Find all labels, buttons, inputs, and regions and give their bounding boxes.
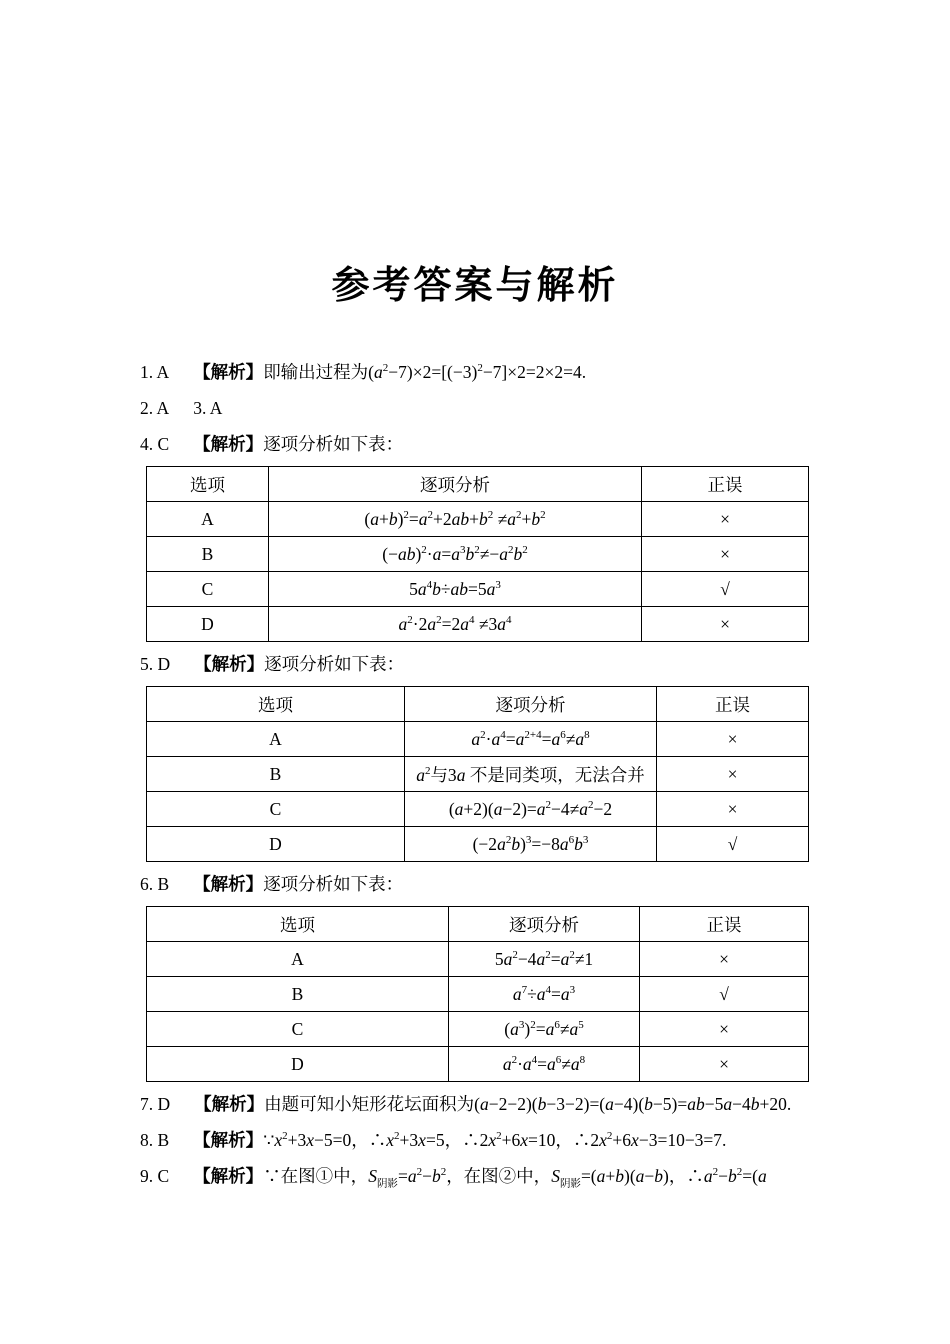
analysis-table-q4: [146, 466, 809, 642]
option-cell: C: [147, 572, 269, 607]
option-cell: B: [147, 977, 449, 1012]
analysis-cell: $5a^2-4a^2=a^2\ne 1$: [449, 942, 640, 977]
column-header-verdict: 正误: [640, 907, 809, 942]
analysis-text-4: 逐项分析如下表：: [263, 434, 404, 454]
table-row: [147, 537, 809, 572]
analysis-cell: $(a+2)(a-2)=a^2-4\ne a^2-2$: [405, 792, 657, 827]
verdict-cell: √: [657, 827, 809, 862]
analysis-cell: $a^2\cdot a^4=a^{2+4}=a^6\ne a^8$: [405, 722, 657, 757]
column-header-analysis: 逐项分析: [269, 467, 642, 502]
table-row: [147, 502, 809, 537]
answer-number-3: 3. A: [193, 398, 223, 418]
answer-item-4: [140, 426, 810, 462]
analysis-tag: 【解析】: [194, 654, 265, 674]
analysis-text-1: 即输出过程为$(a^2-7)\times 2=[(-3)^2-7]\times 2=2\times 2=4$.: [263, 362, 587, 382]
analysis-cell: $a^2\cdot 2a^2=2a^4 \ne 3a^4$: [269, 607, 642, 642]
analysis-table-q6: [146, 906, 809, 1082]
answer-item-9: [140, 1158, 810, 1194]
verdict-cell: ×: [640, 1012, 809, 1047]
analysis-cell: $(-2a^2b)^3=-8a^6b^3$: [405, 827, 657, 862]
table-row: [147, 942, 809, 977]
table-row: [147, 607, 809, 642]
analysis-tag: 【解析】: [194, 1094, 265, 1114]
column-header-analysis: 逐项分析: [405, 687, 657, 722]
option-cell: B: [147, 537, 269, 572]
option-cell: A: [147, 502, 269, 537]
column-header-analysis: 逐项分析: [449, 907, 640, 942]
analysis-cell: $a^2$与3a 不是同类项，无法合并: [405, 757, 657, 792]
verdict-cell: √: [642, 572, 809, 607]
verdict-cell: ×: [642, 502, 809, 537]
table-row: [147, 1012, 809, 1047]
answer-number-9: 9. C: [140, 1166, 170, 1186]
table-row: [147, 757, 809, 792]
page-title: 参考答案与解析: [331, 265, 619, 307]
verdict-cell: ×: [657, 757, 809, 792]
analysis-tag: 【解析】: [193, 874, 264, 894]
option-cell: A: [147, 722, 405, 757]
option-cell: D: [147, 607, 269, 642]
verdict-cell: √: [640, 977, 809, 1012]
analysis-text-6: 逐项分析如下表：: [263, 874, 404, 894]
column-header-verdict: 正误: [642, 467, 809, 502]
verdict-cell: ×: [640, 942, 809, 977]
verdict-cell: ×: [657, 722, 809, 757]
option-cell: D: [147, 1047, 449, 1082]
answer-item-8: [140, 1122, 810, 1158]
table-row: [147, 722, 809, 757]
answer-item-6: [140, 866, 810, 902]
verdict-cell: ×: [642, 537, 809, 572]
answer-number-2: 2. A: [140, 398, 170, 418]
answer-number-4: 4. C: [140, 434, 170, 454]
column-header-option: 选项: [147, 467, 269, 502]
table-row: [147, 1047, 809, 1082]
table-row: [147, 792, 809, 827]
analysis-text-9: ∵在图①中，$S_{阴影}=a^2-b^2$，在图②中，$S_{阴影}=(a+b)(a-b)$，$\therefore a^2-b^2=(a$: [263, 1166, 767, 1190]
option-cell: A: [147, 942, 449, 977]
table-header-row: [147, 907, 809, 942]
table-header-row: [147, 467, 809, 502]
verdict-cell: ×: [642, 607, 809, 642]
table-row: [147, 977, 809, 1012]
analysis-cell: $5a^4b\div ab=5a^3$: [269, 572, 642, 607]
option-cell: C: [147, 1012, 449, 1047]
option-cell: B: [147, 757, 405, 792]
answer-item-1: [140, 354, 810, 390]
answer-item-5: [140, 646, 810, 682]
analysis-text-7: 由题可知小矩形花坛面积为(a−2−2)(b−3−2)=(a−4)(b−5)=ab−5a−4b+20.: [264, 1094, 792, 1114]
answer-number-6: 6. B: [140, 874, 170, 894]
analysis-table-q5: [146, 686, 809, 862]
analysis-cell: $(a^3)^2=a^6\ne a^5$: [449, 1012, 640, 1047]
verdict-cell: ×: [640, 1047, 809, 1082]
analysis-cell: $(a+b)^2=a^2+2ab+b^2 \ne a^2+b^2$: [269, 502, 642, 537]
analysis-tag: 【解析】: [193, 1130, 264, 1150]
column-header-verdict: 正误: [657, 687, 809, 722]
analysis-text-8: $\because x^2+3x-5=0$，$\therefore x^2+3x=5$，$\therefore 2x^2+6x=10$，$\therefore 2x^2+6x-3=10-3=7$.: [263, 1130, 727, 1150]
option-cell: C: [147, 792, 405, 827]
option-cell: D: [147, 827, 405, 862]
verdict-cell: ×: [657, 792, 809, 827]
analysis-tag: 【解析】: [193, 362, 264, 382]
column-header-option: 选项: [147, 687, 405, 722]
answer-number-8: 8. B: [140, 1130, 170, 1150]
table-row: [147, 827, 809, 862]
answer-number-1: 1. A: [140, 362, 170, 382]
analysis-cell: $(-ab)^2\cdot a=a^3b^2\ne-a^2b^2$: [269, 537, 642, 572]
answer-number-7: 7. D: [140, 1094, 171, 1114]
analysis-cell: $a^7\div a^4=a^3$: [449, 977, 640, 1012]
analysis-tag: 【解析】: [193, 434, 264, 454]
table-row: [147, 572, 809, 607]
table-header-row: [147, 687, 809, 722]
answer-number-5: 5. D: [140, 654, 171, 674]
column-header-option: 选项: [147, 907, 449, 942]
analysis-cell: $a^2\cdot a^4=a^6\ne a^8$: [449, 1047, 640, 1082]
analysis-text-5: 逐项分析如下表：: [264, 654, 405, 674]
answer-item-7: [140, 1086, 810, 1122]
answer-item-2-3: [140, 390, 810, 426]
analysis-tag: 【解析】: [193, 1166, 264, 1186]
